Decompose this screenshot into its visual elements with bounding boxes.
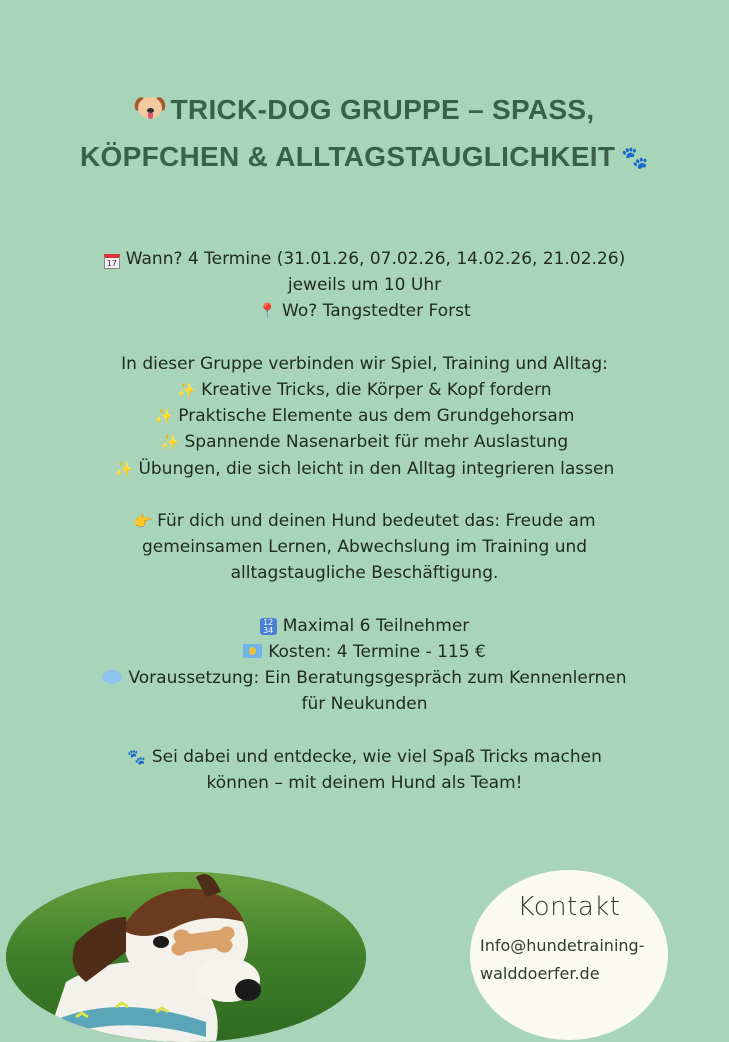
contact-email[interactable] bbox=[480, 932, 670, 988]
participants-line bbox=[0, 613, 729, 639]
requirement-line-2: für Neukunden bbox=[301, 694, 428, 715]
where-text: Wo? Tangstedter Forst bbox=[282, 301, 471, 322]
when-line bbox=[0, 246, 729, 272]
benefit-text-1: Für dich und deinen Hund bedeutet das: Freude am bbox=[157, 511, 596, 531]
benefit-line-2: gemeinsamen Lernen, Abwechslung im Training und bbox=[141, 537, 588, 558]
flyer-body bbox=[0, 246, 729, 796]
speech-bubble-icon bbox=[102, 670, 122, 684]
dog-face-icon bbox=[135, 95, 165, 121]
paw-prints-icon: 🐾 bbox=[127, 747, 146, 766]
feature-text: Spannende Nasenarbeit für mehr Auslastung bbox=[184, 432, 569, 453]
title-line-2 bbox=[0, 133, 729, 181]
cta-text-1: Sei dabei und entdecke, wie viel Spaß Tricks machen bbox=[151, 746, 602, 767]
benefit-line-1 bbox=[0, 508, 729, 534]
sparkles-icon: ✨ bbox=[154, 407, 174, 426]
where-line bbox=[0, 298, 729, 324]
feature-text: Praktische Elemente aus dem Grundgehorsam bbox=[178, 406, 575, 427]
contact-badge bbox=[470, 870, 668, 1040]
title-text-1: TRICK-DOG GRUPPE – SPASS, bbox=[170, 94, 595, 125]
feature-item bbox=[0, 429, 729, 455]
paw-prints-icon: 🐾 bbox=[621, 145, 649, 170]
benefit-line-3: alltagstaugliche Beschäftigung. bbox=[230, 563, 499, 584]
email-line-1: Info@hundetraining- bbox=[480, 936, 645, 955]
when-text: Wann? 4 Termine (31.01.26, 07.02.26, 14.02.26, 21.02.26) bbox=[125, 249, 626, 269]
title-line-1 bbox=[0, 86, 729, 133]
feature-item bbox=[0, 456, 729, 482]
dog-photo-image bbox=[6, 872, 366, 1042]
requirement-line-1 bbox=[0, 665, 729, 691]
title-text-2: KÖPFCHEN & ALLTAGSTAUGLICHKEIT bbox=[80, 141, 616, 172]
email-line-2: walddoerfer.de bbox=[480, 964, 600, 983]
pin-icon: 📍 bbox=[258, 302, 278, 321]
cost-line bbox=[0, 639, 729, 665]
calendar-icon: 17 bbox=[104, 254, 120, 269]
sparkles-icon: ✨ bbox=[160, 433, 180, 452]
intro-text: In dieser Gruppe verbinden wir Spiel, Training und Alltag: bbox=[121, 353, 608, 374]
page-title bbox=[0, 86, 729, 181]
dog-photo bbox=[6, 872, 366, 1042]
pointing-hand-icon: 👉 bbox=[133, 512, 153, 530]
money-icon bbox=[243, 644, 262, 658]
contact-title: Kontakt bbox=[517, 892, 621, 922]
cta-line-2: können – mit deinem Hund als Team! bbox=[206, 773, 523, 793]
participants-text: Maximal 6 Teilnehmer bbox=[282, 615, 470, 636]
feature-text: Kreative Tricks, die Körper & Kopf fordern bbox=[201, 380, 552, 400]
feature-item bbox=[0, 403, 729, 429]
sparkles-icon: ✨ bbox=[177, 381, 197, 399]
feature-text: Übungen, die sich leicht in den Alltag integrieren lassen bbox=[138, 458, 615, 479]
cost-text: Kosten: 4 Termine - 115 € bbox=[268, 642, 486, 662]
time-line: jeweils um 10 Uhr bbox=[287, 275, 442, 296]
requirement-text-1: Voraussetzung: Ein Beratungsgespräch zum Kennenlernen bbox=[128, 668, 627, 689]
cta-line-1 bbox=[0, 744, 729, 770]
sparkles-icon: ✨ bbox=[114, 459, 134, 478]
numbers-icon: 12 34 bbox=[260, 618, 277, 635]
feature-item bbox=[0, 377, 729, 403]
